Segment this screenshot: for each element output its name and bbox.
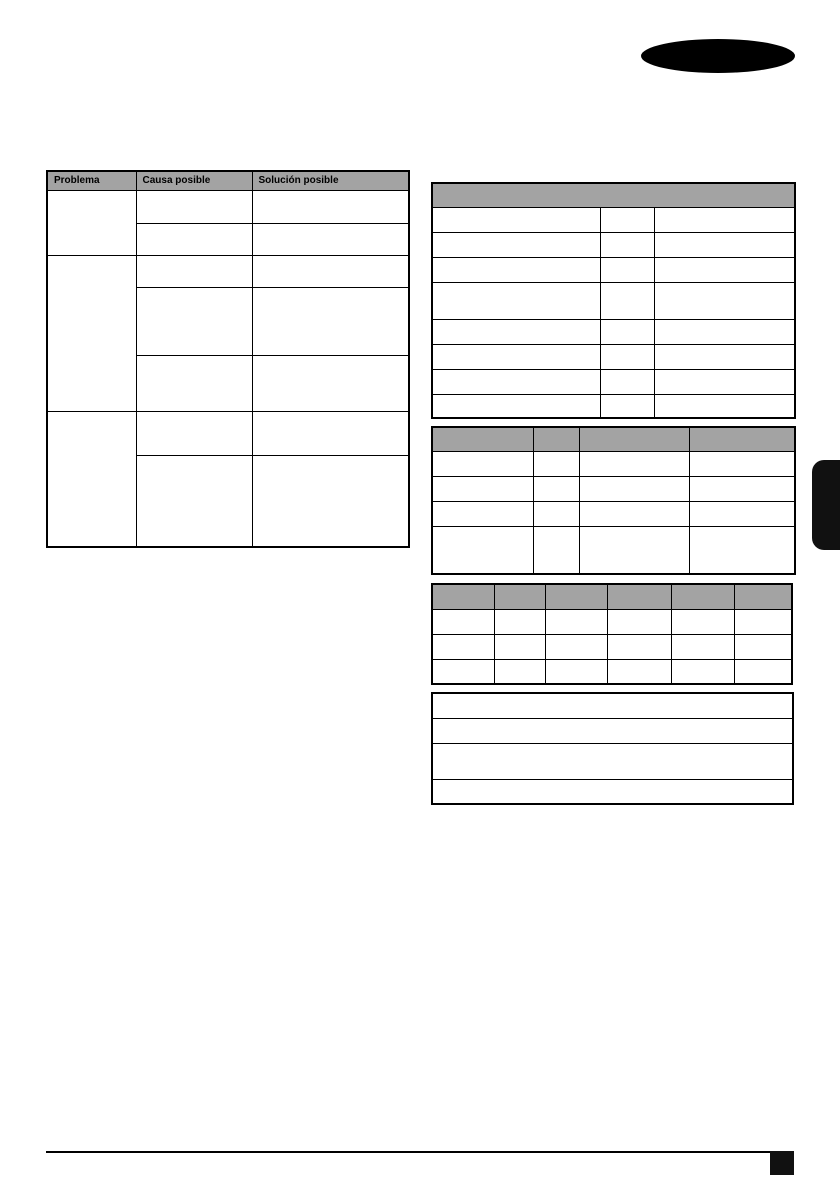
language-badge bbox=[641, 39, 795, 73]
table-cell bbox=[607, 659, 671, 684]
table-cell bbox=[654, 207, 795, 232]
table-cell bbox=[533, 501, 579, 526]
table-header-cell bbox=[579, 427, 689, 451]
table-cell bbox=[545, 609, 607, 634]
table-row bbox=[432, 659, 792, 684]
table-cell bbox=[600, 344, 654, 369]
table-row bbox=[432, 718, 793, 743]
table-header-row bbox=[47, 171, 409, 190]
table-cell bbox=[533, 476, 579, 501]
table-cell bbox=[252, 223, 409, 255]
table-cell bbox=[252, 455, 409, 547]
table-cell bbox=[432, 369, 600, 394]
table-cell bbox=[689, 451, 795, 476]
table-row bbox=[432, 609, 792, 634]
table-cell bbox=[607, 609, 671, 634]
table-cell bbox=[494, 659, 545, 684]
table-cell bbox=[432, 394, 600, 418]
table-cell bbox=[689, 526, 795, 574]
table-cell bbox=[671, 634, 734, 659]
table-row bbox=[47, 411, 409, 455]
table-row bbox=[432, 693, 793, 718]
section-tab bbox=[812, 460, 840, 550]
noise-vibration-table bbox=[431, 692, 794, 805]
table-cell bbox=[579, 501, 689, 526]
table-cell bbox=[432, 693, 793, 718]
table-header-cell bbox=[607, 584, 671, 609]
table-header-row bbox=[432, 427, 795, 451]
table-cell bbox=[432, 232, 600, 257]
table-row bbox=[47, 255, 409, 287]
table-cell bbox=[654, 232, 795, 257]
table-cell bbox=[671, 659, 734, 684]
table-cell bbox=[654, 257, 795, 282]
header-solucion-posible: Solución posible bbox=[252, 171, 409, 190]
table-cell bbox=[494, 609, 545, 634]
table-cell bbox=[545, 634, 607, 659]
table-row bbox=[432, 257, 795, 282]
table-row bbox=[432, 779, 793, 804]
table-cell bbox=[432, 659, 494, 684]
table-cell bbox=[432, 501, 533, 526]
table-row bbox=[432, 282, 795, 319]
table-cell bbox=[579, 451, 689, 476]
table-cell bbox=[689, 476, 795, 501]
table-cell bbox=[654, 282, 795, 319]
table-cell bbox=[432, 257, 600, 282]
table-header-cell bbox=[533, 427, 579, 451]
table-header-row bbox=[432, 584, 792, 609]
table-row bbox=[47, 190, 409, 223]
table-cell bbox=[533, 526, 579, 574]
table-cell bbox=[600, 394, 654, 418]
table-cell bbox=[432, 451, 533, 476]
table-cell bbox=[136, 455, 252, 547]
table-cell bbox=[600, 319, 654, 344]
table-cell bbox=[136, 411, 252, 455]
troubleshooting-table bbox=[46, 170, 410, 548]
table-cell bbox=[579, 476, 689, 501]
table-cell bbox=[136, 190, 252, 223]
table-cell bbox=[734, 634, 792, 659]
table-cell bbox=[654, 394, 795, 418]
table-row bbox=[432, 369, 795, 394]
table-header-cell bbox=[734, 584, 792, 609]
table-cell bbox=[734, 659, 792, 684]
table-row bbox=[432, 344, 795, 369]
charger-table bbox=[431, 583, 793, 685]
table-cell bbox=[432, 319, 600, 344]
table-cell bbox=[252, 255, 409, 287]
table-cell bbox=[533, 451, 579, 476]
table-row bbox=[432, 232, 795, 257]
table-header-cell bbox=[432, 183, 795, 207]
table-cell bbox=[432, 526, 533, 574]
table-cell bbox=[252, 287, 409, 355]
table-cell bbox=[432, 344, 600, 369]
table-cell bbox=[579, 526, 689, 574]
table-header-cell bbox=[545, 584, 607, 609]
table-cell bbox=[252, 355, 409, 411]
table-cell bbox=[252, 190, 409, 223]
table-row bbox=[432, 501, 795, 526]
table-cell bbox=[432, 743, 793, 779]
table-cell bbox=[600, 232, 654, 257]
table-cell bbox=[671, 609, 734, 634]
table-cell bbox=[654, 344, 795, 369]
table-cell bbox=[600, 282, 654, 319]
table-cell bbox=[47, 411, 136, 547]
table-row bbox=[432, 634, 792, 659]
table-cell bbox=[545, 659, 607, 684]
table-header-cell bbox=[671, 584, 734, 609]
table-cell bbox=[432, 282, 600, 319]
table-row bbox=[432, 207, 795, 232]
table-cell bbox=[136, 255, 252, 287]
table-cell bbox=[600, 207, 654, 232]
battery-table bbox=[431, 426, 796, 575]
table-cell bbox=[432, 476, 533, 501]
table-cell bbox=[432, 718, 793, 743]
table-row bbox=[432, 451, 795, 476]
table-header-row bbox=[432, 183, 795, 207]
footer-rule bbox=[46, 1151, 794, 1153]
header-causa-posible: Causa posible bbox=[136, 171, 252, 190]
table-header-cell bbox=[494, 584, 545, 609]
table-cell bbox=[47, 190, 136, 255]
table-cell bbox=[654, 319, 795, 344]
table-header-cell bbox=[689, 427, 795, 451]
table-cell bbox=[136, 287, 252, 355]
table-row bbox=[432, 476, 795, 501]
table-cell bbox=[600, 257, 654, 282]
table-cell bbox=[494, 634, 545, 659]
table-cell bbox=[432, 634, 494, 659]
table-cell bbox=[136, 355, 252, 411]
table-cell bbox=[432, 207, 600, 232]
table-row bbox=[432, 526, 795, 574]
table-cell bbox=[734, 609, 792, 634]
page-number-box bbox=[770, 1151, 794, 1175]
table-cell bbox=[252, 411, 409, 455]
technical-data-table bbox=[431, 182, 796, 419]
table-row bbox=[432, 319, 795, 344]
table-cell bbox=[432, 779, 793, 804]
table-row bbox=[432, 394, 795, 418]
table-cell bbox=[689, 501, 795, 526]
table-cell bbox=[607, 634, 671, 659]
table-header-cell bbox=[432, 584, 494, 609]
table-cell bbox=[136, 223, 252, 255]
table-cell bbox=[654, 369, 795, 394]
table-row bbox=[432, 743, 793, 779]
table-cell bbox=[600, 369, 654, 394]
table-header-cell bbox=[432, 427, 533, 451]
table-cell bbox=[47, 255, 136, 411]
table-cell bbox=[432, 609, 494, 634]
header-problema: Problema bbox=[47, 171, 136, 190]
